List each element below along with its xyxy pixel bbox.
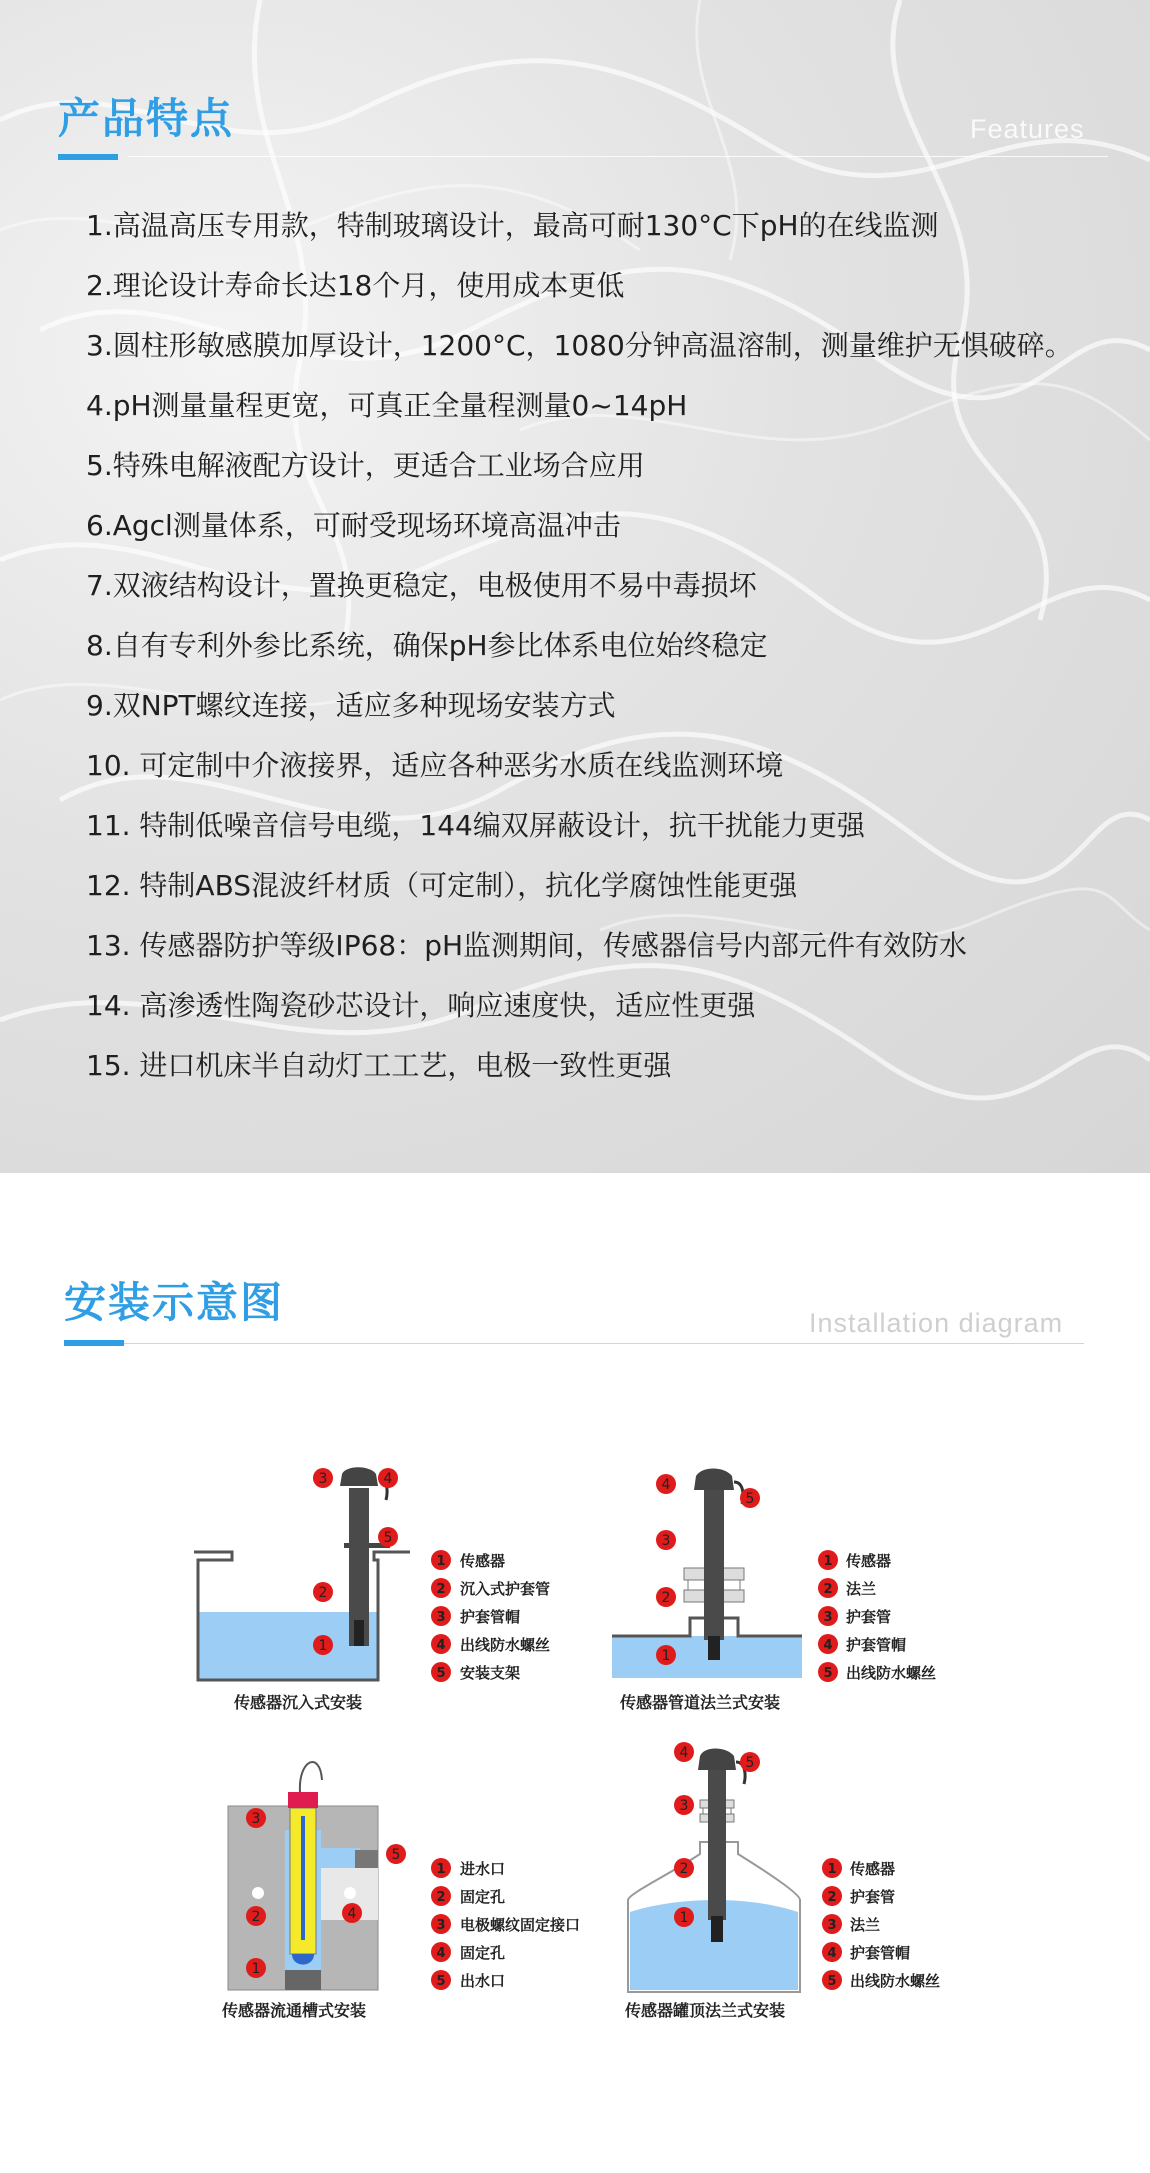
- sensor-core: [301, 1816, 305, 1940]
- diagram-flow-cell: [221, 1762, 580, 2020]
- feature-item: 15. 进口机床半自动灯工工艺，电极一致性更强: [86, 1049, 672, 1082]
- svg-text:进水口: 进水口: [460, 1860, 506, 1878]
- svg-text:法兰: 法兰: [846, 1580, 877, 1598]
- svg-text:出线防水螺丝: 出线防水螺丝: [846, 1664, 937, 1682]
- svg-text:4: 4: [436, 1946, 446, 1961]
- svg-text:2: 2: [318, 1585, 328, 1601]
- diagram-caption: 传感器流通槽式安装: [222, 2001, 367, 2020]
- svg-text:1: 1: [318, 1638, 328, 1654]
- sensor-probe: [711, 1916, 723, 1942]
- marker-3: [246, 1808, 266, 1828]
- svg-text:4: 4: [347, 1906, 357, 1922]
- svg-text:出线防水螺丝: 出线防水螺丝: [850, 1972, 941, 1990]
- svg-text:2: 2: [679, 1861, 689, 1877]
- svg-text:1: 1: [251, 1961, 261, 1977]
- svg-text:3: 3: [318, 1471, 328, 1487]
- svg-text:4: 4: [661, 1477, 671, 1493]
- svg-text:1: 1: [436, 1862, 446, 1877]
- svg-text:5: 5: [383, 1530, 393, 1546]
- svg-text:护套管帽: 护套管帽: [460, 1608, 521, 1626]
- svg-text:护套管: 护套管: [850, 1888, 896, 1906]
- installation-diagrams: [0, 1380, 1150, 2080]
- svg-text:3: 3: [679, 1798, 689, 1814]
- flow-water-top: [320, 1848, 360, 1868]
- svg-text:沉入式护套管: 沉入式护套管: [460, 1580, 551, 1598]
- svg-text:1: 1: [436, 1554, 446, 1569]
- svg-text:5: 5: [436, 1666, 446, 1681]
- mount-hole: [344, 1887, 356, 1899]
- marker-3: [674, 1795, 694, 1815]
- title-underline-accent: [58, 154, 118, 160]
- sensor-probe: [354, 1620, 364, 1646]
- marker-4: [342, 1903, 362, 1923]
- diagram-caption: 传感器沉入式安装: [234, 1693, 363, 1712]
- feature-item: 4.pH测量量程更宽，可真正全量程测量0~14pH: [86, 389, 688, 422]
- diagram-legend: [431, 1858, 580, 1990]
- features-subtitle-en: Features: [970, 114, 1085, 144]
- svg-text:3: 3: [823, 1610, 833, 1625]
- feature-item: 10. 可定制中介液接界，适应各种恶劣水质在线监测环境: [86, 749, 784, 782]
- protective-tube: [704, 1490, 724, 1640]
- marker-5: [386, 1844, 406, 1864]
- cable: [300, 1762, 322, 1792]
- svg-text:1: 1: [827, 1862, 837, 1877]
- diagram-tank-top-flange: [624, 1742, 940, 2020]
- features-title: 产品特点: [58, 94, 235, 143]
- svg-text:固定孔: 固定孔: [460, 1888, 506, 1906]
- sensor-probe: [708, 1636, 720, 1660]
- features-header: [58, 86, 1108, 166]
- outlet-port: [355, 1850, 378, 1868]
- svg-text:4: 4: [823, 1638, 833, 1653]
- pipe-water: [612, 1636, 802, 1678]
- svg-text:5: 5: [436, 1974, 446, 1989]
- marker-2: [674, 1858, 694, 1878]
- feature-item: 12. 特制ABS混波纤材质（可定制），抗化学腐蚀性能更强: [86, 869, 798, 902]
- diagram-legend: [431, 1550, 550, 1682]
- install-header: [64, 1270, 1084, 1350]
- feature-item: 7.双液结构设计，置换更稳定，电极使用不易中毒损坏: [86, 569, 757, 602]
- marker-5: [378, 1527, 398, 1547]
- svg-text:传感器: 传感器: [850, 1860, 896, 1878]
- feature-item: 14. 高渗透性陶瓷砂芯设计，响应速度快，适应性更强: [86, 989, 756, 1022]
- svg-text:1: 1: [661, 1648, 671, 1664]
- svg-text:2: 2: [436, 1890, 446, 1905]
- svg-text:出水口: 出水口: [460, 1972, 506, 1990]
- feature-item: 3.圆柱形敏感膜加厚设计，1200°C，1080分钟高温溶制，测量维护无惧破碎。: [86, 329, 1073, 362]
- svg-text:安装支架: 安装支架: [460, 1664, 521, 1682]
- svg-text:法兰: 法兰: [850, 1916, 881, 1934]
- marker-5: [740, 1488, 760, 1508]
- mount-hole: [252, 1887, 264, 1899]
- feature-item: 9.双NPT螺纹连接，适应多种现场安装方式: [86, 689, 616, 722]
- tube-cap: [694, 1469, 734, 1491]
- diagram-pipe-flange: [612, 1469, 936, 1713]
- diagram-immersion: [194, 1467, 550, 1712]
- diagram-caption: 传感器管道法兰式安装: [620, 1693, 781, 1712]
- svg-text:4: 4: [679, 1745, 689, 1761]
- svg-text:传感器: 传感器: [846, 1552, 892, 1570]
- svg-text:2: 2: [436, 1582, 446, 1597]
- marker-4: [674, 1742, 694, 1762]
- feature-item: 2.理论设计寿命长达18个月，使用成本更低: [86, 269, 625, 302]
- tube-cap: [698, 1749, 736, 1771]
- svg-text:5: 5: [827, 1974, 837, 1989]
- diagram-caption: 传感器罐顶法兰式安装: [625, 2001, 786, 2020]
- marker-1: [313, 1635, 333, 1655]
- title-underline-accent: [64, 1340, 124, 1346]
- protective-tube: [708, 1770, 726, 1920]
- diagram-legend: [822, 1858, 940, 1990]
- marker-1: [246, 1958, 266, 1978]
- svg-text:2: 2: [251, 1909, 261, 1925]
- svg-text:3: 3: [436, 1918, 446, 1933]
- marker-1: [674, 1907, 694, 1927]
- svg-text:3: 3: [827, 1918, 837, 1933]
- marker-1: [656, 1645, 676, 1665]
- marker-2: [246, 1906, 266, 1926]
- sensor-cap-red: [288, 1792, 318, 1808]
- feature-item: 11. 特制低噪音信号电缆，144编双屏蔽设计，抗干扰能力更强: [86, 809, 865, 842]
- svg-text:护套管帽: 护套管帽: [850, 1944, 911, 1962]
- install-subtitle-en: Installation diagram: [809, 1308, 1064, 1338]
- tube-cap: [340, 1467, 378, 1486]
- svg-text:固定孔: 固定孔: [460, 1944, 506, 1962]
- svg-text:4: 4: [436, 1638, 446, 1653]
- marker-4: [378, 1468, 398, 1488]
- marker-2: [656, 1587, 676, 1607]
- svg-text:护套管: 护套管: [846, 1608, 892, 1626]
- svg-text:传感器: 传感器: [460, 1552, 506, 1570]
- install-title: 安装示意图: [64, 1278, 285, 1327]
- svg-text:3: 3: [251, 1811, 261, 1827]
- marker-3: [656, 1530, 676, 1550]
- inlet-port: [285, 1970, 321, 1990]
- svg-text:3: 3: [436, 1610, 446, 1625]
- svg-text:1: 1: [823, 1554, 833, 1569]
- header-divider: [128, 156, 1108, 157]
- svg-text:4: 4: [383, 1471, 393, 1487]
- svg-text:2: 2: [823, 1582, 833, 1597]
- diagram-legend: [818, 1550, 936, 1682]
- svg-text:2: 2: [661, 1590, 671, 1606]
- feature-item: 5.特殊电解液配方设计，更适合工业场合应用: [86, 449, 645, 482]
- svg-text:护套管帽: 护套管帽: [846, 1636, 907, 1654]
- feature-item: 13. 传感器防护等级IP68：pH监测期间，传感器信号内部元件有效防水: [86, 929, 968, 962]
- svg-text:4: 4: [827, 1946, 837, 1961]
- svg-text:3: 3: [661, 1533, 671, 1549]
- svg-text:5: 5: [745, 1755, 755, 1771]
- svg-text:出线防水螺丝: 出线防水螺丝: [460, 1636, 551, 1654]
- feature-item: 1.高温高压专用款，特制玻璃设计，最高可耐130°C下pH的在线监测: [86, 209, 939, 242]
- feature-item: 6.Agcl测量体系，可耐受现场环境高温冲击: [86, 509, 621, 542]
- svg-text:1: 1: [679, 1910, 689, 1926]
- header-divider: [124, 1343, 1084, 1344]
- svg-text:5: 5: [823, 1666, 833, 1681]
- marker-4: [656, 1474, 676, 1494]
- marker-5: [740, 1752, 760, 1772]
- svg-text:2: 2: [827, 1890, 837, 1905]
- svg-text:5: 5: [391, 1847, 401, 1863]
- svg-text:电极螺纹固定接口: 电极螺纹固定接口: [460, 1916, 581, 1934]
- marker-2: [313, 1582, 333, 1602]
- feature-item: 8.自有专利外参比系统，确保pH参比体系电位始终稳定: [86, 629, 768, 662]
- svg-text:5: 5: [745, 1491, 755, 1507]
- features-list: [86, 196, 1096, 1096]
- marker-3: [313, 1468, 333, 1488]
